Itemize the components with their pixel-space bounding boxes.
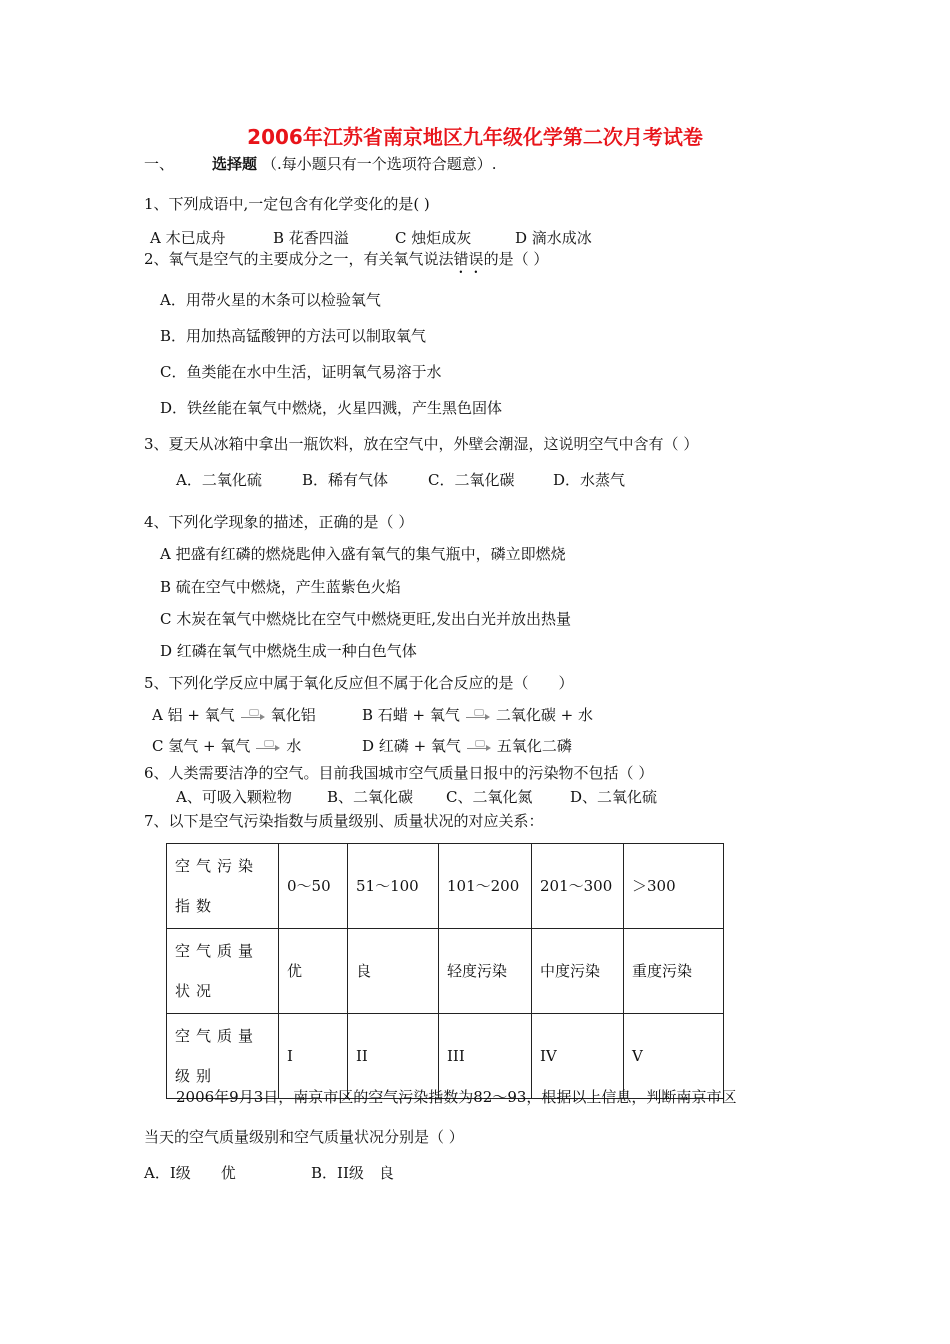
q7-stem: 7、以下是空气污染指数与质量级别、质量状况的对应关系： bbox=[144, 812, 544, 830]
q1-option-c: C 烛炬成灰 bbox=[395, 229, 472, 247]
reaction-arrow-icon bbox=[256, 740, 280, 754]
q5-c-reactants: C 氢气 + 氧气 bbox=[152, 737, 251, 755]
q1-option-a: A 木已成舟 bbox=[150, 229, 226, 247]
table-cell: IV bbox=[532, 1014, 624, 1099]
table-cell: 201～300 bbox=[532, 844, 624, 929]
q1-option-b: B 花香四溢 bbox=[273, 229, 349, 247]
q5-b-products: 二氧化碳 + 水 bbox=[495, 706, 594, 724]
reaction-arrow-icon bbox=[466, 709, 490, 723]
table-row-header: 空气质量状况 bbox=[167, 929, 279, 1014]
reaction-arrow-icon bbox=[241, 709, 265, 723]
q3-stem: 3、夏天从冰箱中拿出一瓶饮料，放在空气中，外壁会潮湿，这说明空气中含有（ ） bbox=[144, 435, 699, 453]
table-cell: 中度污染 bbox=[532, 929, 624, 1014]
q5-d-products: 五氧化二磷 bbox=[496, 737, 572, 755]
q5-stem: 5、下列化学反应中属于氧化反应但不属于化合反应的是（ ） bbox=[144, 674, 574, 692]
q5-option-a bbox=[152, 705, 316, 725]
q5-c-products: 水 bbox=[286, 737, 302, 755]
q2-stem-post: 的是（ ） bbox=[483, 250, 549, 268]
q5-a-reactants: A 铝 + 氧气 bbox=[152, 706, 235, 724]
table-cell: 51～100 bbox=[348, 844, 439, 929]
q7-option-a: A．I级 优 bbox=[144, 1164, 236, 1182]
table-cell: 轻度污染 bbox=[439, 929, 532, 1014]
table-cell: 良 bbox=[348, 929, 439, 1014]
q4-option-c: C 木炭在氧气中燃烧比在空气中燃烧更旺,发出白光并放出热量 bbox=[160, 610, 572, 628]
q6-option-c: C、二氧化氮 bbox=[446, 788, 533, 806]
table-row-header: 空气污染指数 bbox=[167, 844, 279, 929]
table-row bbox=[167, 1014, 724, 1099]
q4-option-a: A 把盛有红磷的燃烧匙伸入盛有氧气的集气瓶中，磷立即燃烧 bbox=[160, 545, 566, 563]
q3-option-c: C．二氧化碳 bbox=[428, 471, 515, 489]
q6-option-b: B、二氧化碳 bbox=[327, 788, 414, 806]
reaction-arrow-icon bbox=[467, 740, 491, 754]
table-cell: I bbox=[279, 1014, 348, 1099]
q2-stem-pre: 2、氧气是空气的主要成分之一，有关氧气说法 bbox=[144, 250, 454, 268]
table-cell: V bbox=[624, 1014, 724, 1099]
section-number: 一、 bbox=[144, 155, 175, 173]
q4-stem: 4、下列化学现象的描述，正确的是（ ） bbox=[144, 513, 414, 531]
table-row bbox=[167, 929, 724, 1014]
q3-option-b: B．稀有气体 bbox=[302, 471, 389, 489]
table-cell: ＞300 bbox=[624, 844, 724, 929]
q2-stem bbox=[144, 249, 548, 277]
section-note: （.每小题只有一个选项符合题意）. bbox=[262, 155, 497, 173]
q5-option-d bbox=[362, 736, 572, 756]
q7-paragraph-1: 2006年9月3日，南京市区的空气污染指数为82～93，根据以上信息，判断南京市区 bbox=[176, 1088, 737, 1106]
q2-stem-emphasis: 错误 bbox=[453, 250, 484, 268]
q2-option-c: C．鱼类能在水中生活，证明氧气易溶于水 bbox=[160, 363, 442, 381]
q4-option-b: B 硫在空气中燃烧，产生蓝紫色火焰 bbox=[160, 578, 401, 596]
table-cell: 优 bbox=[279, 929, 348, 1014]
q1-stem: 1、下列成语中,一定包含有化学变化的是( ) bbox=[144, 195, 430, 213]
table-cell: 重度污染 bbox=[624, 929, 724, 1014]
q2-option-d: D．铁丝能在氧气中燃烧，火星四溅，产生黑色固体 bbox=[160, 399, 503, 417]
table-cell: III bbox=[439, 1014, 532, 1099]
q6-option-a: A、可吸入颗粒物 bbox=[176, 788, 292, 806]
q6-option-d: D、二氧化硫 bbox=[570, 788, 658, 806]
table-cell: II bbox=[348, 1014, 439, 1099]
q5-b-reactants: B 石蜡 + 氧气 bbox=[362, 706, 460, 724]
q3-option-a: A．二氧化硫 bbox=[176, 471, 262, 489]
table-cell: 101～200 bbox=[439, 844, 532, 929]
section-name: 选择题 bbox=[212, 155, 258, 173]
q1-option-d: D 滴水成冰 bbox=[515, 229, 592, 247]
q6-stem: 6、人类需要洁净的空气。目前我国城市空气质量日报中的污染物不包括（ ） bbox=[144, 764, 654, 782]
q3-option-d: D．水蒸气 bbox=[553, 471, 626, 489]
q5-d-reactants: D 红磷 + 氧气 bbox=[362, 737, 461, 755]
q2-option-b: B．用加热高锰酸钾的方法可以制取氧气 bbox=[160, 327, 427, 345]
q4-option-d: D 红磷在氧气中燃烧生成一种白色气体 bbox=[160, 642, 417, 660]
exam-title: 2006年江苏省南京地区九年级化学第二次月考试卷 bbox=[247, 125, 703, 149]
table-row-header: 空气质量级别 bbox=[167, 1014, 279, 1099]
q5-option-c bbox=[152, 736, 301, 756]
q5-option-b bbox=[362, 705, 593, 725]
table-row bbox=[167, 844, 724, 929]
air-quality-table bbox=[166, 843, 724, 1099]
q7-option-b: B．II级 良 bbox=[311, 1164, 394, 1182]
table-cell: 0～50 bbox=[279, 844, 348, 929]
q2-option-a: A．用带火星的木条可以检验氧气 bbox=[160, 291, 381, 309]
q5-a-products: 氧化铝 bbox=[270, 706, 316, 724]
q7-paragraph-2: 当天的空气质量级别和空气质量状况分别是（ ） bbox=[144, 1128, 464, 1146]
